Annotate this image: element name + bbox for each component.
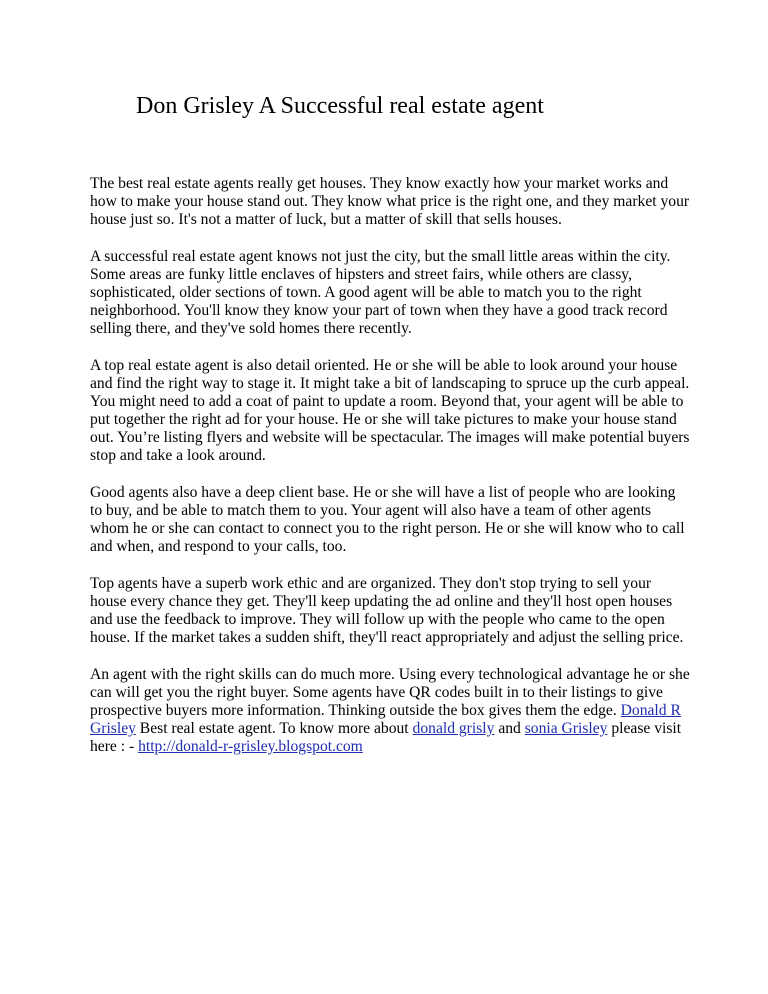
paragraph-technology-text-3: and — [494, 720, 525, 737]
paragraph-work-ethic: Top agents have a superb work ethic and are organized. They don't stop trying to sell your house every chance they get. They'll keep updating the ad online and they'll host open houses and use the feedback to improve. They will follow up with the people who came to the open house. If the market takes a sudden shift, they'll react appropriately and adjust the selling price. — [90, 575, 684, 646]
paragraph-detail-oriented: A top real estate agent is also detail oriented. He or she will be able to look around your house and find the right way to stage it. It might take a bit of landscaping to spruce up the curb appeal. You might need to add a coat of paint to update a room. Beyond that, your agent will be able to put together the right ad for your house. He or she will take pictures to make your house stand out. You’re listing flyers and website will be spectacular. The images will make potential buyers stop and take a look around. — [90, 357, 690, 464]
paragraph-technology-text-1: An agent with the right skills can do much more. Using every technological advantage he or she can will get you the right buyer. Some agents have QR codes built in to their listings to give prospective buyers more information. Thinking outside the box gives them the edge. — [90, 666, 690, 719]
donald-grisly-link[interactable]: donald grisly — [412, 720, 495, 737]
paragraph-client-base: Good agents also have a deep client base. He or she will have a list of people who are looking to buy, and be able to match them to you. Your agent will also have a team of other agents whom he or she can contact to connect you to the right person. He or she will know who to call and when, and respond to your calls, too. — [90, 484, 685, 555]
sonia-grisley-link[interactable]: sonia Grisley — [524, 720, 608, 737]
paragraph-technology-text-2: Best real estate agent. To know more about — [135, 720, 413, 737]
paragraph-technology-text-4: please visit here : - — [90, 720, 682, 755]
paragraph-neighborhoods: A successful real estate agent knows not just the city, but the small little areas within the city. Some areas are funky little enclaves of hipsters and street fairs, while others are classy, sophisticated, older sections of town. A good agent will be able to match you to the right neighborhood. You'll know they know your part of town when they have a good track record selling there, and they've sold homes there recently. — [90, 248, 671, 337]
paragraph-best-agents: The best real estate agents really get houses. They know exactly how your market works and how to make your house stand out. They know what price is the right one, and they market your house just so. It's not a matter of luck, but a matter of skill that sells houses. — [90, 175, 690, 228]
document-title: Don Grisley A Successful real estate agent — [136, 93, 544, 119]
document-body — [90, 175, 690, 775]
paragraph-technology — [90, 666, 690, 756]
donald-r-grisley-link[interactable]: Donald R Grisley — [90, 702, 681, 737]
blog-url-link[interactable]: http://donald-r-grisley.blogspot.com — [138, 738, 363, 755]
